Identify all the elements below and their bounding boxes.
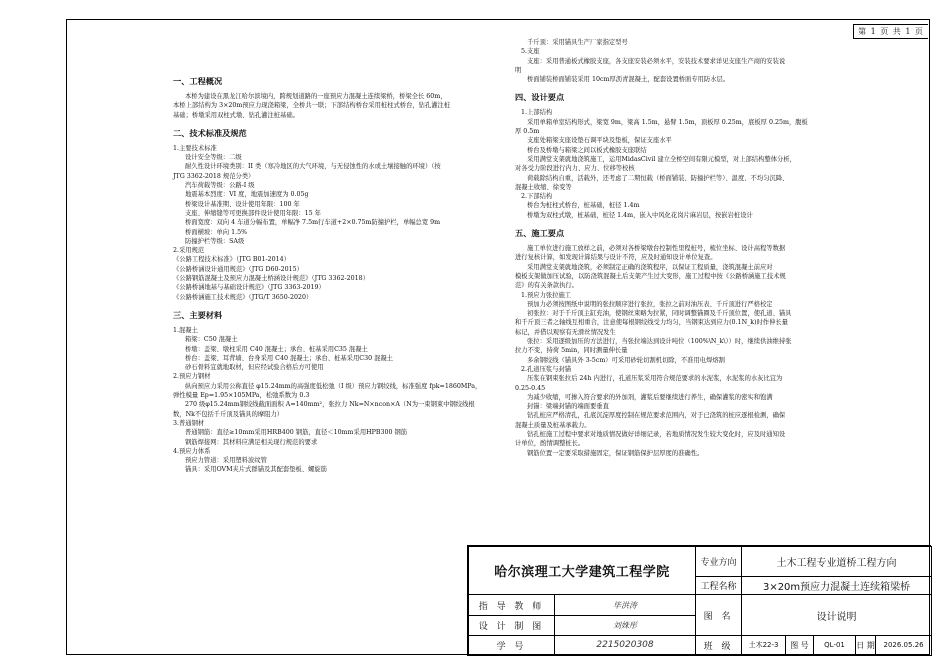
text-line: 钢筋位置一定要采取措施固定，保证钢筋保护层厚度的准确性。 [527,449,704,457]
text-line: 荷载除结构自重，活载外，还考虑了二期恒载（桥面铺装、防撞护栏等）、温度、不均匀沉降、 [527,174,789,182]
project-label: 工程名称 [696,577,742,595]
section-heading: 二、技术标准及规范 [173,127,247,138]
code-line: 《公路钢筋混凝土及预应力混凝土桥涵设计规范》（JTG 3362-2018） [173,275,369,283]
text-line: 和千斤顶三者之轴线互相重合，注意使每根钢绞线受力均匀，当钢束达到应力(0.1N_k)时作伸长量 [515,319,788,327]
text-line: 汽车荷载等级：公路-I 级 [185,182,255,190]
section-heading: 四、设计要点 [515,92,565,103]
text-line: 本桥为建设在黑龙江哈尔滨境内，跨规划道路的一座预应力混凝土连续梁桥，桥梁全长 60m， [185,93,447,100]
text-line: 支座：采用普通板式橡胶支座，各支座安装必须水平，安装技术要求详见支座生产商的安装说 [527,57,786,65]
subheading: 2.预应力钢材 [173,373,211,381]
subheading: 1.混凝土 [173,326,198,334]
project-value: 3×20m预应力混凝土连续箱梁桥 [742,577,932,595]
subheading: 1.上部结构 [521,109,553,117]
drawing-name-label: 图 名 [696,595,742,635]
date-label: 日 期 [856,635,876,655]
text-line: 施工单位进行施工放样之前，必须对各桥梁墩台控制性里程桩号，梳位坐标、设计高程等数据 [527,245,786,253]
text-line: 桥墩：盖梁、墩柱采用 C40 混凝土；承台、桩基采用C35 混凝土 [185,345,368,353]
text-line: 桥台为桩柱式桥台，桩基础，桩径 1.4m [527,202,640,210]
text-line: 0.25-0.45 [515,384,546,392]
code-line: 《公路桥涵施工技术规范》（JTG/T 3650-2020） [173,293,313,301]
text-line: 标记，并借以观察有无滑丝情况发生 [515,328,616,336]
text-line: 普通钢筋：直径≥10mm采用HRB400 钢筋，直径＜10mm采用HPB300 钢筋 [185,429,408,437]
text-line: 混凝土收缩、徐变等 [515,183,572,191]
major-value: 土木工程专业道桥工程方向 [742,547,932,577]
text-line: 预加力必须按图纸中说明的张拉顺序进行张拉，张拉之前对油压表、千斤顶进行严格校定 [527,300,773,308]
subheading: 4.预应力体系 [173,447,211,455]
text-line: 锚具：采用OVM夹片式群锚及其配套垫板、螺旋筋 [185,466,327,474]
subheading: 2.下部结构 [521,193,553,201]
subheading: 2.采用规范 [173,247,205,255]
text-line: 数，Nk不包括千斤顶及锚具的摩阻力） [173,410,284,418]
page-number: 第 1 页 共 1 页 [853,24,928,39]
instructor-value: 毕洪涛 [555,595,696,615]
text-line: 拉力不变，持荷 5min，同时测量伸长量 [515,347,628,355]
text-line: 桥梁设计基准期、设计使用年限：100 年 [185,200,300,208]
subheading: 3.普通钢材 [173,419,205,427]
section-heading: 五、施工要点 [515,228,565,239]
designer-value: 刘姝彤 [555,615,696,635]
text-line: 纵向预应力采用公称直径 φ15.24mm的高强度低松弛（I 级）预应力钢绞线，标准强度 fpk=1860MPa， [185,382,482,390]
text-line: 桥墩为双柱式墩，桩基础，桩径 1.4m，嵌入中风化花岗片麻岩层，按嵌岩桩设计 [527,211,753,219]
drawing-name-value: 设计说明 [742,595,932,635]
student-no-value: 2215020308 [555,635,696,655]
text-line: 厚 0.5m [515,128,540,136]
text-line: 混凝土质量及桩基承载力。 [515,421,591,429]
section-heading: 三、主要材料 [173,309,223,320]
text-line: 张拉：采用逐级加压的方法进行，当张拉端达到设计吨位（100%\N_k\））时，继续供油维持张 [527,338,792,346]
subheading: 1.预应力张拉施工 [521,291,572,299]
text-line: 支座、伸缩缝等可更换部件设计使用年限：15 年 [185,209,321,217]
text-line: 千斤顶：采用锚具生产厂家指定型号 [527,39,628,46]
subheading: 5.支座 [521,48,540,56]
major-label: 专业方向 [696,547,742,577]
class-label: 班 级 [696,635,742,655]
text-line: 对各受力阶段进行内力、应力、位移等校核 [515,165,635,173]
subheading: 2.孔道压浆与封锚 [521,365,572,373]
text-line: 范》的有关条款执行。 [515,282,578,290]
text-line: 模板支架做加压试验，以防浇筑混凝土后支架产生过大变形，施工过程中按《公路桥涵施工技术规 [515,272,786,280]
text-line: 采用单箱单室结构形式，梁宽 9m，梁高 1.5m，悬臂 1.5m，顶板厚 0.25m，底板厚 0.25m，腹板 [527,118,808,126]
title-block [467,545,931,656]
text-line: JTG 3362-2018 规范分类） [173,172,255,180]
text-line: 多余钢绞线（锚具外 3-5cm）可采用砂轮切割机切除，不准用电焊熔割 [527,356,725,364]
drawing-no-value: QL-01 [814,635,856,655]
text-line: 初张拉：对于千斤顶主缸充油，使钢丝束略为拉紧，同时调整锚圈及千斤顶位置，使孔道、锚具 [527,310,792,318]
class-value: 土木22-3 [742,635,786,655]
right-column [515,38,860,458]
text-line: 计单位，酌情调整桩长。 [515,440,585,448]
left-column [173,68,495,475]
text-line: 桥台：盖梁、耳背墙、台身采用 C40 混凝土；承台、桩基采用C30 混凝土 [185,354,393,362]
text-line: 砂石骨料宜就地取材，但应经试验合格后方可使用 [185,364,324,372]
text-line: 270 级φ15.24mm钢绞线截面面积 A=140mm²，张拉力 Nk=N×ncon×A（N为一束钢束中钢绞线根 [185,401,475,409]
text-line: 采用满堂支架就地浇筑施工，运用MidasCivil 建立全桥空间有限元模型，对上部结构整体分析， [527,155,796,163]
drawing-no-label: 图 号 [786,635,814,655]
text-line: 桥面横坡：单向 1.5% [185,228,248,236]
student-no-label: 学 号 [469,635,555,655]
text-line: 钻孔桩施工过程中要求对地质情况做好详细记录，若地质情况发生较大变化时，应及时通知设 [527,430,786,438]
text-line: 耐久性设计环境类别：II 类（寒冷地区的大气环境，与无侵蚀性的水或土壤接触的环境）（按 [185,163,441,171]
code-line: 《公路桥涵设计通用规范》（JTG D60-2015） [173,265,303,273]
date-value: 2026.05.26 [876,635,932,655]
text-line: 基础；桥墩采用双柱式墩、钻孔灌注桩基础。 [173,111,299,119]
text-line: 预应力管道：采用塑料波纹管 [185,457,267,465]
text-line: 桥台及桥墩与箱梁之间以板式橡胶支座联结 [527,146,647,154]
text-line: 弹性模量 Ep=1.95×105MPa，松弛系数为 0.3 [173,392,310,400]
school-name: 哈尔滨理工大学建筑工程学院 [469,547,696,595]
text-line: 支座处箱梁支座设垫石调平块及垫板，保证支座水平 [527,137,672,145]
subheading: 1.主要技术标准 [173,144,217,152]
text-line: 地震基本烈度：VI 度，地震加速度为 0.05g [185,191,309,199]
text-line: 箱梁：C50 混凝土 [185,336,238,344]
text-line: 明 [515,66,522,74]
text-line: 本桥上部结构为 3×20m预应力现浇箱梁，全桥共一联；下部结构桥台采用桩柱式桥台，钻孔灌注桩 [173,102,451,110]
text-line: 设计安全等级：二级 [185,154,242,162]
text-line: 为减少收缩，可掺入符合要求的外加剂，灌浆后要继续进行养生，确保灌浆的密实和饱满 [527,393,773,401]
text-line: 封锚：梁端封锚的端面要垂直 [527,403,609,411]
designer-label: 设 计 制 图 [469,615,555,635]
instructor-label: 指 导 教 师 [469,595,555,615]
text-line: 桥面宽度：双向 4 车道分幅布置，单幅净 7.5m行车道+2×0.75m防撞护栏，单幅总宽 9m [185,219,441,227]
text-line: 防撞护栏等级：SA级 [185,237,245,245]
text-line: 桥面铺装桥面铺装采用 10cm厚沥青混凝土，配套设置桥面专用防水层。 [527,76,730,84]
text-line: 压浆在钢束张拉后 24h 内进行，孔道压浆采用符合规范要求的水泥浆，水泥浆的水灰比宜为 [527,375,783,383]
text-line: 钢筋焊接网：其材料应满足相关现行规范的要求 [185,438,318,446]
code-line: 《公路工程技术标准》（JTG B01-2014） [173,256,290,264]
section-heading: 一、工程概况 [173,76,223,86]
code-line: 《公路桥涵地基与基础设计规范》（JTG 3363-2019） [173,284,325,292]
text-line: 采用满堂支架就地浇筑，必须制定正确的浇筑程序，以保证工程质量，浇筑混凝土前应对 [527,263,773,271]
text-line: 钻孔桩应严格清孔，孔底沉淀厚度控制在规范要求范围内，对于已浇筑的桩应逐根检测，确保 [527,412,786,420]
text-line: 进行复核计算，如发现计算结果与设计不符，应及时通知设计单位复查。 [515,254,717,262]
